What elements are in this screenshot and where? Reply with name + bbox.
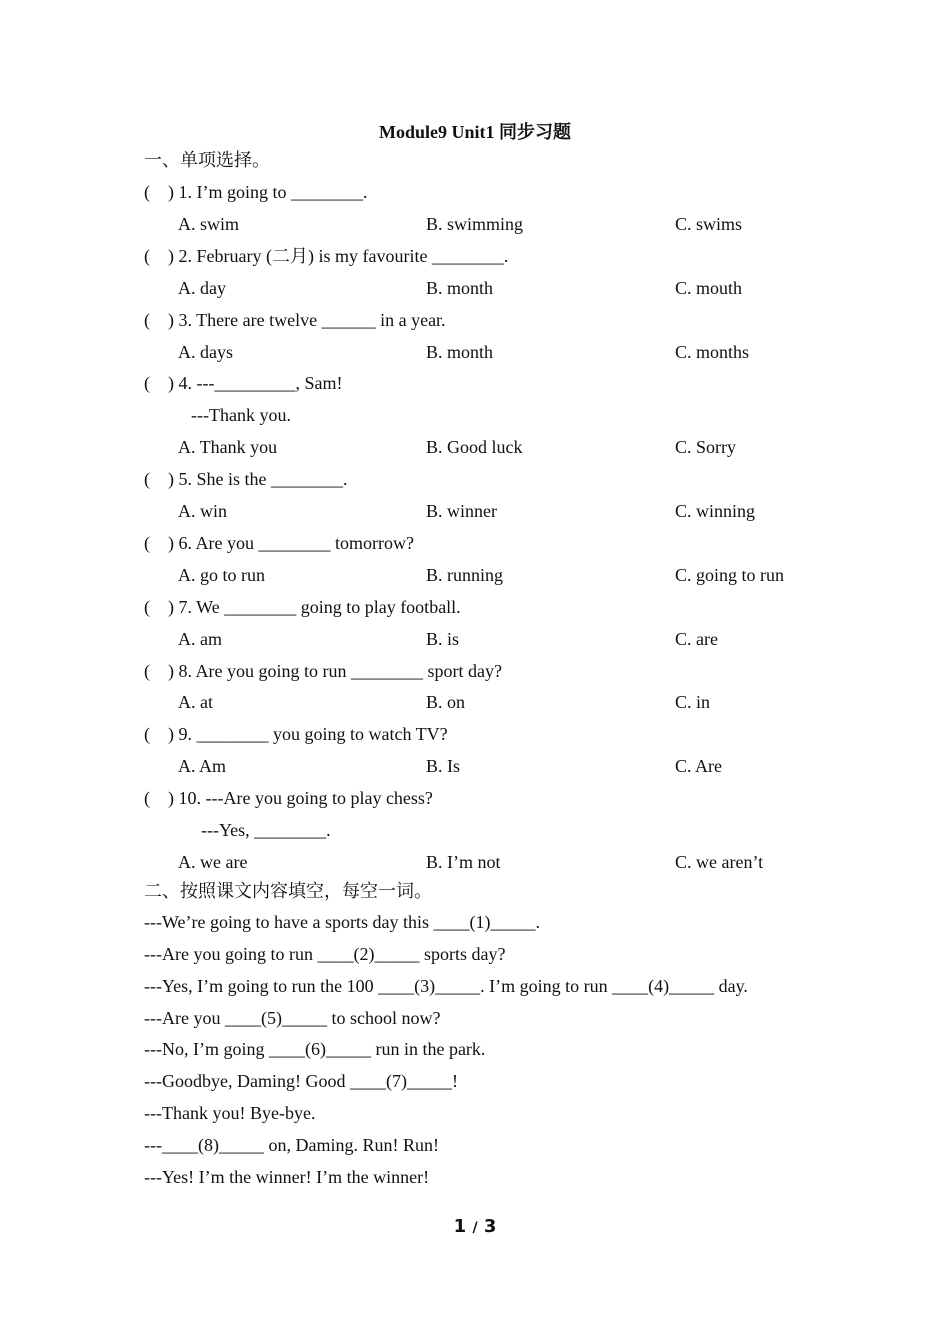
question-2-stem: ( ) 2. February (二月) is my favourite ________. xyxy=(144,246,509,266)
dialogue-line: ---No, I’m going ____(6)_____ run in the park. xyxy=(144,1039,486,1059)
question-1-option-a: A. swim xyxy=(178,214,240,234)
dialogue-line: ---Yes, I’m going to run the 100 ____(3)_____. I’m going to run ____(4)_____ day. xyxy=(144,976,748,996)
question-5-option-b: B. winner xyxy=(426,501,497,521)
question-3-option-a: A. days xyxy=(178,342,233,362)
question-4-stem-continued: ---Thank you. xyxy=(191,405,291,425)
question-9-option-a: A. Am xyxy=(178,756,227,776)
section1-heading: 一、单项选择。 xyxy=(144,150,270,170)
question-1-option-c: C. swims xyxy=(675,214,743,234)
question-8-option-b: B. on xyxy=(426,692,466,712)
page-title: Module9 Unit1 同步习题 xyxy=(378,122,571,142)
page-total: 3 xyxy=(483,1216,497,1237)
question-7-option-c: C. are xyxy=(675,629,718,649)
page-separator: / xyxy=(472,1220,478,1236)
question-5-option-a: A. win xyxy=(178,501,227,521)
question-7-option-a: A. am xyxy=(178,629,222,649)
dialogue-line: ---____(8)_____ on, Daming. Run! Run! xyxy=(144,1135,439,1155)
question-9-option-c: C. Are xyxy=(675,756,722,776)
question-10-stem-continued: ---Yes, ________. xyxy=(201,820,331,840)
question-7-stem: ( ) 7. We ________ going to play football. xyxy=(144,597,461,617)
question-10-option-c: C. we aren’t xyxy=(675,852,764,872)
question-9-option-b: B. Is xyxy=(426,756,461,776)
dialogue-line: ---Yes! I’m the winner! I’m the winner! xyxy=(144,1167,430,1187)
question-4-stem: ( ) 4. ---_________, Sam! xyxy=(144,373,343,393)
question-1-stem: ( ) 1. I’m going to ________. xyxy=(144,182,368,202)
question-4-option-b: B. Good luck xyxy=(426,437,523,457)
question-10-stem: ( ) 10. ---Are you going to play chess? xyxy=(144,788,433,808)
question-6-stem: ( ) 6. Are you ________ tomorrow? xyxy=(144,533,414,553)
question-3-stem: ( ) 3. There are twelve ______ in a year. xyxy=(144,310,446,330)
question-2-option-a: A. day xyxy=(178,278,226,298)
question-8-option-c: C. in xyxy=(675,692,711,712)
question-3-option-b: B. month xyxy=(426,342,494,362)
question-5-option-c: C. winning xyxy=(675,501,756,521)
question-7-option-b: B. is xyxy=(426,629,460,649)
dialogue-line: ---Are you going to run ____(2)_____ sports day? xyxy=(144,944,506,964)
page-current: 1 xyxy=(453,1216,467,1237)
dialogue-line: ---Are you ____(5)_____ to school now? xyxy=(144,1008,441,1028)
question-6-option-c: C. going to run xyxy=(675,565,785,585)
dialogue-line: ---Goodbye, Daming! Good ____(7)_____! xyxy=(144,1071,458,1091)
question-6-option-a: A. go to run xyxy=(178,565,265,585)
question-8-stem: ( ) 8. Are you going to run ________ sport day? xyxy=(144,661,502,681)
question-10-option-b: B. I’m not xyxy=(426,852,501,872)
question-10-option-a: A. we are xyxy=(178,852,248,872)
question-2-option-b: B. month xyxy=(426,278,494,298)
question-3-option-c: C. months xyxy=(675,342,750,362)
question-6-option-b: B. running xyxy=(426,565,504,585)
question-4-option-a: A. Thank you xyxy=(178,437,278,457)
question-5-stem: ( ) 5. She is the ________. xyxy=(144,469,348,489)
question-4-option-c: C. Sorry xyxy=(675,437,737,457)
section2-heading: 二、按照课文内容填空，每空一词。 xyxy=(144,881,432,901)
question-8-option-a: A. at xyxy=(178,692,213,712)
dialogue-line: ---Thank you! Bye-bye. xyxy=(144,1103,316,1123)
question-9-stem: ( ) 9. ________ you going to watch TV? xyxy=(144,724,448,744)
question-1-option-b: B. swimming xyxy=(426,214,524,234)
page-number xyxy=(0,1216,950,1237)
dialogue-line: ---We’re going to have a sports day this ____(1)_____. xyxy=(144,912,540,932)
question-2-option-c: C. mouth xyxy=(675,278,743,298)
